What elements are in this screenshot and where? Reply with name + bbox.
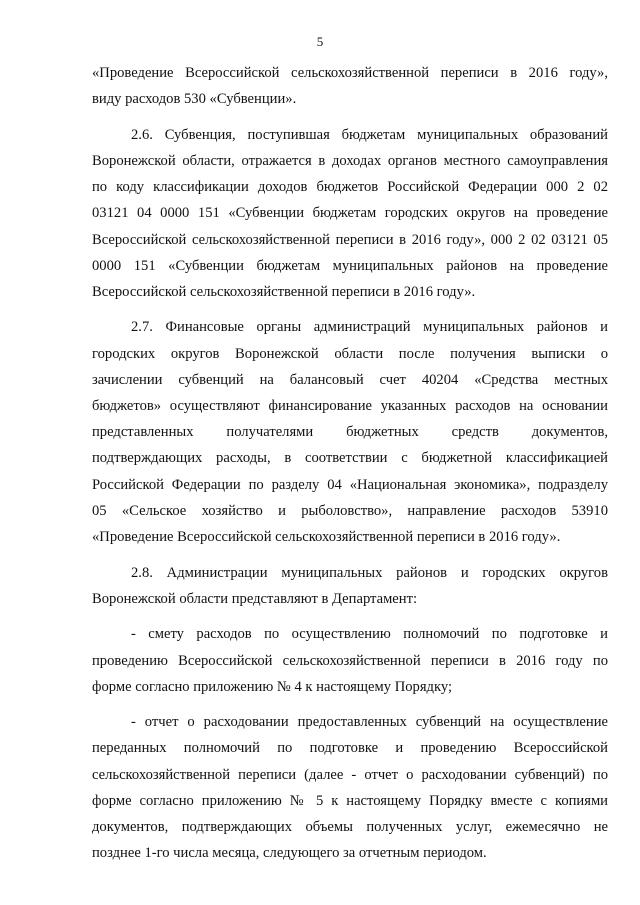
- text-line: «Проведение Всероссийской сельскохозяйственной переписи в 2016 году».: [92, 528, 561, 545]
- text-line: виду расходов 530 «Субвенции».: [92, 91, 297, 108]
- paragraph-gap: [92, 112, 608, 121]
- text-line: представленных получателями бюджетных средств документов,: [92, 424, 608, 441]
- text-line: - смету расходов по осуществлению полномочий по подготовке и: [131, 626, 608, 643]
- paragraph-gap: [92, 550, 608, 559]
- text-line: форме согласно приложению № 4 к настоящему Порядку;: [92, 678, 453, 695]
- text-line: зачислении субвенций на балансовый счет 40204 «Средства местных: [92, 371, 608, 388]
- paragraph: [92, 621, 608, 700]
- text-line: 2.6. Субвенция, поступившая бюджетам муниципальных образований: [131, 126, 608, 143]
- text-line: форме согласно приложению № 5 к настоящему Порядку вместе с копиями: [92, 792, 608, 809]
- text-line: бюджетов» осуществляют финансирование указанных расходов на основании: [92, 398, 608, 415]
- text-line: Всероссийской сельскохозяйственной переписи в 2016 году».: [92, 283, 476, 300]
- text-line: 03121 04 0000 151 «Субвенции бюджетам городских округов на проведение: [92, 205, 608, 222]
- paragraph: [92, 60, 608, 112]
- paragraph: [92, 314, 608, 550]
- text-line: сельскохозяйственной переписи (далее - отчет о расходовании субвенций) по: [92, 766, 608, 783]
- text-line: подтверждающих расходы, в соответствии с бюджетной классификацией: [92, 450, 608, 467]
- paragraph: [92, 560, 608, 612]
- text-line: Воронежской области представляют в Департамент:: [92, 590, 418, 607]
- text-line: городских округов Воронежской области после получения выписки о: [92, 345, 608, 362]
- text-line: проведению Всероссийской сельскохозяйственной переписи в 2016 году по: [92, 652, 608, 669]
- text-line: 2.7. Финансовые органы администраций муниципальных районов и: [131, 319, 608, 336]
- text-line: Всероссийской сельскохозяйственной переписи в 2016 году», 000 2 02 03121 05: [92, 231, 608, 248]
- paragraph: [92, 122, 608, 305]
- paragraph-gap: [92, 700, 608, 709]
- text-line: Российской Федерации по разделу 04 «Национальная экономика», подразделу: [92, 476, 608, 493]
- text-line: по коду классификации доходов бюджетов Российской Федерации 000 2 02: [92, 179, 608, 196]
- document-body: [92, 60, 608, 866]
- text-line: - отчет о расходовании предоставленных субвенций на осуществление: [131, 714, 608, 731]
- paragraph-gap: [92, 612, 608, 621]
- text-line: 2.8. Администрации муниципальных районов и городских округов: [131, 564, 608, 581]
- text-line: позднее 1-го числа месяца, следующего за отчетным периодом.: [92, 845, 487, 862]
- page-number: 5: [316, 34, 324, 49]
- text-line: «Проведение Всероссийской сельскохозяйственной переписи в 2016 году»,: [92, 65, 608, 81]
- text-line: 0000 151 «Субвенции бюджетам муниципальных районов на проведение: [92, 257, 608, 274]
- text-line: переданных полномочий по подготовке и проведению Всероссийской: [92, 740, 608, 757]
- paragraph-gap: [92, 305, 608, 314]
- text-line: Воронежской области, отражается в доходах органов местного самоуправления: [92, 152, 608, 169]
- text-line: документов, подтверждающих объемы полученных услуг, ежемесячно не: [92, 819, 608, 836]
- text-line: 05 «Сельское хозяйство и рыболовство», направление расходов 53910: [92, 502, 608, 519]
- paragraph: [92, 709, 608, 866]
